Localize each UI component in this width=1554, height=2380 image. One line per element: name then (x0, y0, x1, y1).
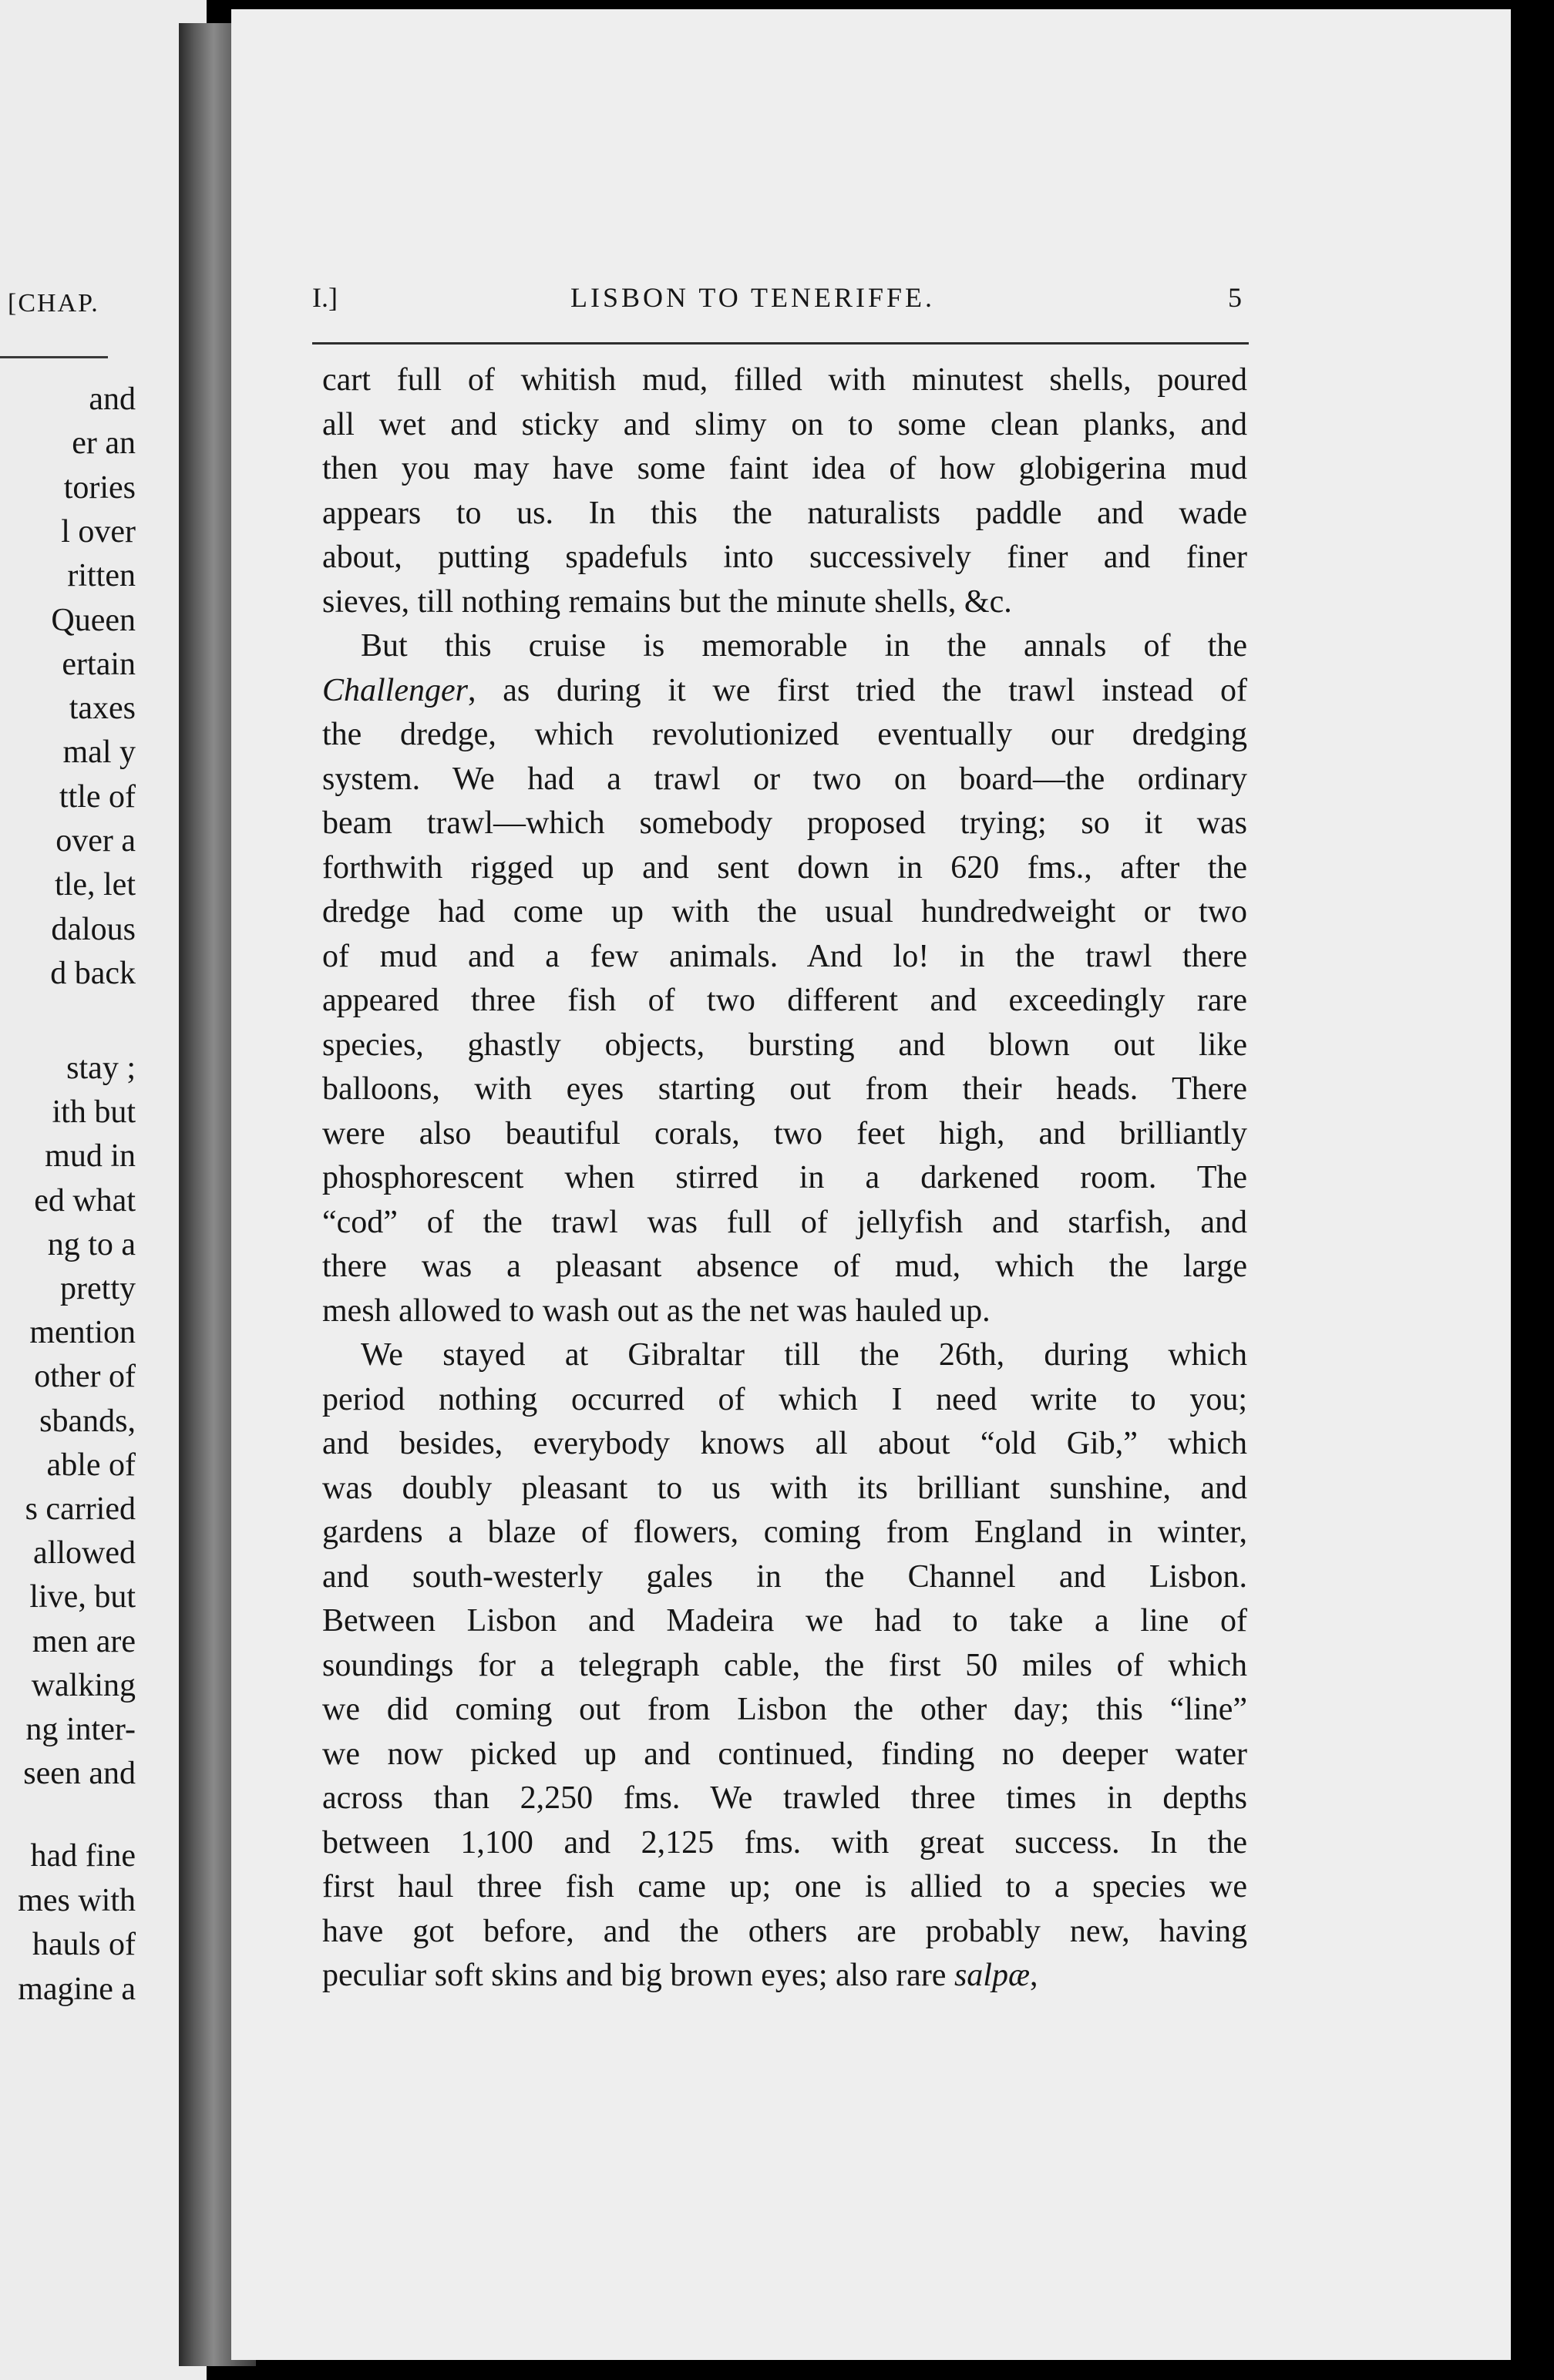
left-page-line: ritten (67, 558, 136, 594)
paragraph (322, 358, 1247, 624)
paragraph (322, 1333, 1247, 1998)
text-line: phosphorescent when stirred in a darkened room. The (322, 1160, 1247, 1195)
text-line: Challenger, as during it we first tried the trawl instead of (322, 672, 1247, 708)
text-line: all wet and sticky and slimy on to some clean planks, and (322, 406, 1247, 442)
left-page-line: sbands, (39, 1403, 136, 1439)
text-line: mesh allowed to wash out as the net was hauled up. (322, 1293, 991, 1329)
body-text (322, 358, 1247, 1998)
text-line: appeared three fish of two different and exceedingly rare (322, 983, 1247, 1018)
text-line: We stayed at Gibraltar till the 26th, during which (361, 1337, 1247, 1373)
left-page-line: ng inter- (25, 1712, 136, 1747)
left-page-line: mal y (62, 735, 136, 771)
left-page-line: had fine (30, 1838, 136, 1874)
left-page-line: ith but (52, 1094, 136, 1131)
header-rule (312, 342, 1249, 345)
text-line: about, putting spadefuls into successively finer and finer (322, 540, 1247, 575)
running-head-chapter: I.] (312, 282, 338, 313)
left-page-line: mud in (45, 1138, 136, 1175)
text-line: system. We had a trawl or two on board—the ordinary (322, 761, 1247, 797)
left-page-line: live, but (29, 1579, 136, 1615)
left-page-line: ttle of (59, 778, 136, 815)
text-line: we did coming out from Lisbon the other day; this “line” (322, 1692, 1247, 1727)
left-page-line: and (89, 382, 136, 417)
text-line: then you may have some faint idea of how globigerina mud (322, 451, 1247, 486)
text-line: of mud and a few animals. And lo! in the trawl there (322, 938, 1247, 974)
left-page-line: er an (72, 425, 136, 462)
text-line: was doubly pleasant to us with its brilliant sunshine, and (322, 1470, 1247, 1506)
left-header-rule (0, 356, 108, 358)
left-page-header: [CHAP. (8, 289, 99, 318)
left-page-line: seen and (23, 1756, 136, 1792)
left-page-line: walking (31, 1667, 136, 1703)
left-page-line: other of (34, 1359, 136, 1395)
left-page-line: ng to a (47, 1226, 136, 1262)
left-page-line: Queen (51, 602, 136, 638)
left-page-line: men are (32, 1623, 136, 1659)
text-line: were also beautiful corals, two feet high, and brilliantly (322, 1115, 1247, 1151)
text-line: Between Lisbon and Madeira we had to take a line of (322, 1603, 1247, 1639)
paragraph (322, 624, 1247, 1333)
left-page-line: over a (56, 823, 136, 859)
text-line: the dredge, which revolutionized eventually our dredging (322, 717, 1247, 752)
text-line: period nothing occurred of which I need write to you; (322, 1381, 1247, 1417)
left-page-line: ertain (62, 646, 136, 682)
text-line: between 1,100 and 2,125 fms. with great success. In the (322, 1824, 1247, 1861)
text-line: soundings for a telegraph cable, the first 50 miles of which (322, 1647, 1247, 1683)
left-page-line: pretty (60, 1271, 136, 1306)
left-page-line: mes with (18, 1882, 136, 1918)
text-line: first haul three fish came up; one is allied to a species we (322, 1869, 1247, 1904)
text-line: beam trawl—which somebody proposed trying; so it was (322, 805, 1247, 841)
text-line: forthwith rigged up and sent down in 620 fms., after the (322, 849, 1247, 886)
left-page-line: dalous (51, 911, 136, 947)
left-page-line: stay ; (66, 1050, 136, 1086)
left-page-line: ed what (34, 1182, 136, 1219)
left-page-line: tle, let (55, 867, 136, 903)
text-line: But this cruise is memorable in the annals of the (361, 628, 1247, 664)
left-page-fragment (0, 0, 207, 2380)
text-line: “cod” of the trawl was full of jellyfish and starfish, and (322, 1204, 1247, 1240)
text-line: species, ghastly objects, bursting and blown out like (322, 1027, 1247, 1063)
left-page-line: hauls of (32, 1927, 136, 1962)
text-line: there was a pleasant absence of mud, which the large (322, 1249, 1247, 1284)
running-head-title: LISBON TO TENERIFFE. (570, 282, 936, 313)
left-page-line: taxes (69, 691, 136, 727)
left-page-line: tories (63, 469, 136, 506)
text-line: and besides, everybody knows all about “old Gib,” which (322, 1426, 1247, 1461)
left-page-line: l over (61, 513, 136, 550)
text-line: gardens a blaze of flowers, coming from England in winter, (322, 1514, 1247, 1550)
left-page-line: s carried (25, 1491, 136, 1527)
text-line: and south-westerly gales in the Channel and Lisbon. (322, 1558, 1247, 1595)
text-line: have got before, and the others are probably new, having (322, 1913, 1247, 1949)
text-line: cart full of whitish mud, filled with minutest shells, poured (322, 362, 1247, 398)
left-page-line: d back (50, 955, 136, 991)
text-line: balloons, with eyes starting out from their heads. There (322, 1071, 1247, 1107)
page-number: 5 (1228, 282, 1242, 313)
text-line: dredge had come up with the usual hundredweight or two (322, 894, 1247, 929)
left-page-line: able of (46, 1447, 136, 1483)
left-page-line: magine a (18, 1971, 136, 2007)
text-line: sieves, till nothing remains but the minute shells, &c. (322, 583, 1012, 620)
text-line: we now picked up and continued, finding no deeper water (322, 1736, 1247, 1772)
text-line: peculiar soft skins and big brown eyes; also rare salpæ, (322, 1958, 1038, 1993)
left-page-line: allowed (33, 1535, 136, 1572)
text-line: appears to us. In this the naturalists paddle and wade (322, 495, 1247, 531)
left-page-line: mention (29, 1315, 136, 1351)
text-line: across than 2,250 fms. We trawled three times in depths (322, 1780, 1247, 1816)
